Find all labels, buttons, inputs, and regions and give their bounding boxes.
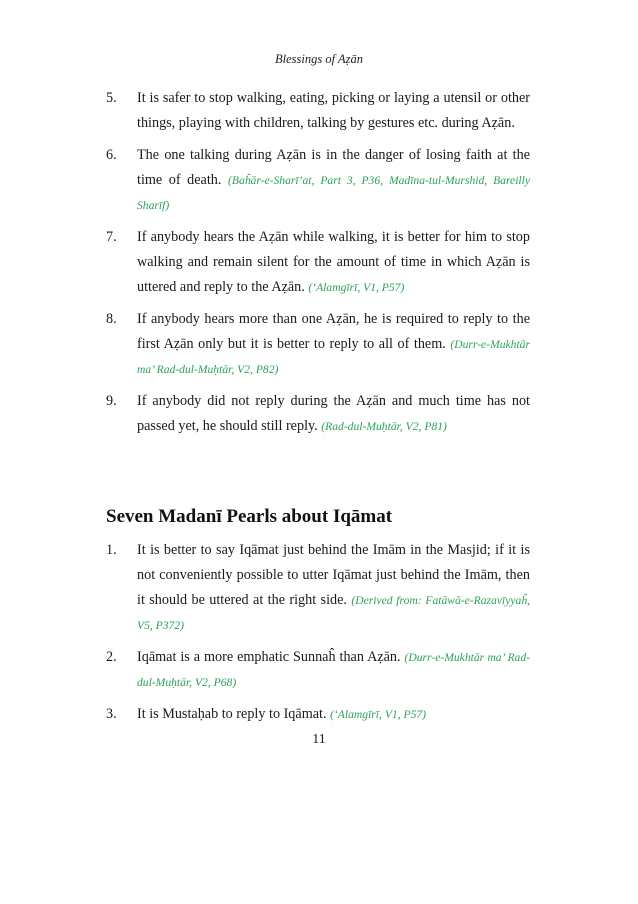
reference-citation: (Durr-e-Mukhtār ma’ Rad-dul-Muḥtār, V2, P82): [137, 338, 530, 376]
item-number: 7.: [106, 229, 117, 245]
reference-citation: (Baĥār-e-Sharī’at, Part 3, P36, Madīna-tul-Murshid, Bareilly Sharīf): [137, 174, 531, 212]
reference-citation: (Rad-dul-Muḥtār, V2, P81): [321, 420, 447, 433]
item-text: It is safer to stop walking, eating, picking or laying a utensil or other things, playing with children, talking by gestures etc. during Aẓān.: [137, 90, 530, 131]
item-number: 1.: [106, 542, 117, 558]
list-item: [106, 86, 530, 136]
item-text: If anybody hears the Aẓān while walking, it is better for him to stop walking and remain silent for the amount of time in which Aẓān is uttered and reply to the Aẓān.: [137, 229, 530, 295]
azan-rules-list: [106, 86, 530, 439]
list-item: [106, 702, 530, 727]
item-number: 2.: [106, 649, 117, 665]
item-text: If anybody hears more than one Aẓān, he is required to reply to the first Aẓān only but it is better to reply to all of them.: [137, 311, 530, 352]
item-number: 3.: [106, 706, 117, 722]
list-item: [106, 645, 530, 695]
reference-citation: (‘Alamgīrī, V1, P57): [330, 708, 427, 721]
reference-citation: (‘Alamgīrī, V1, P57): [308, 281, 405, 294]
list-item: [106, 389, 530, 439]
iqamat-pearls-list: [106, 538, 530, 727]
running-header: Blessings of Aẓān: [275, 52, 363, 66]
item-number: 8.: [106, 311, 117, 327]
list-item: [106, 538, 530, 638]
section-heading: Seven Madanī Pearls about Iqāmat: [106, 506, 393, 527]
item-text: The one talking during Aẓān is in the danger of losing faith at the time of death.: [137, 147, 530, 188]
list-item: [106, 307, 530, 382]
item-text: It is Mustaḥab to reply to Iqāmat.: [137, 706, 327, 722]
item-number: 5.: [106, 90, 117, 106]
item-text: It is better to say Iqāmat just behind the Imām in the Masjid; if it is not conveniently possible to utter Iqāmat just behind the Imām, then it should be uttered at the right side.: [137, 542, 530, 608]
reference-citation: (Derived from: Fatāwā-e-Razavīyyaĥ, V5, P372): [137, 594, 530, 632]
item-text: If anybody did not reply during the Aẓān and much time has not passed yet, he should still reply.: [137, 393, 530, 434]
page-number: 11: [312, 732, 326, 747]
item-text: Iqāmat is a more emphatic Sunnaĥ than Aẓān.: [137, 649, 401, 665]
reference-citation: (Durr-e-Mukhtār ma’ Rad-dul-Muḥtār, V2, P68): [137, 651, 531, 689]
list-item: [106, 225, 530, 300]
item-number: 9.: [106, 393, 117, 409]
item-number: 6.: [106, 147, 117, 163]
list-item: [106, 143, 530, 218]
